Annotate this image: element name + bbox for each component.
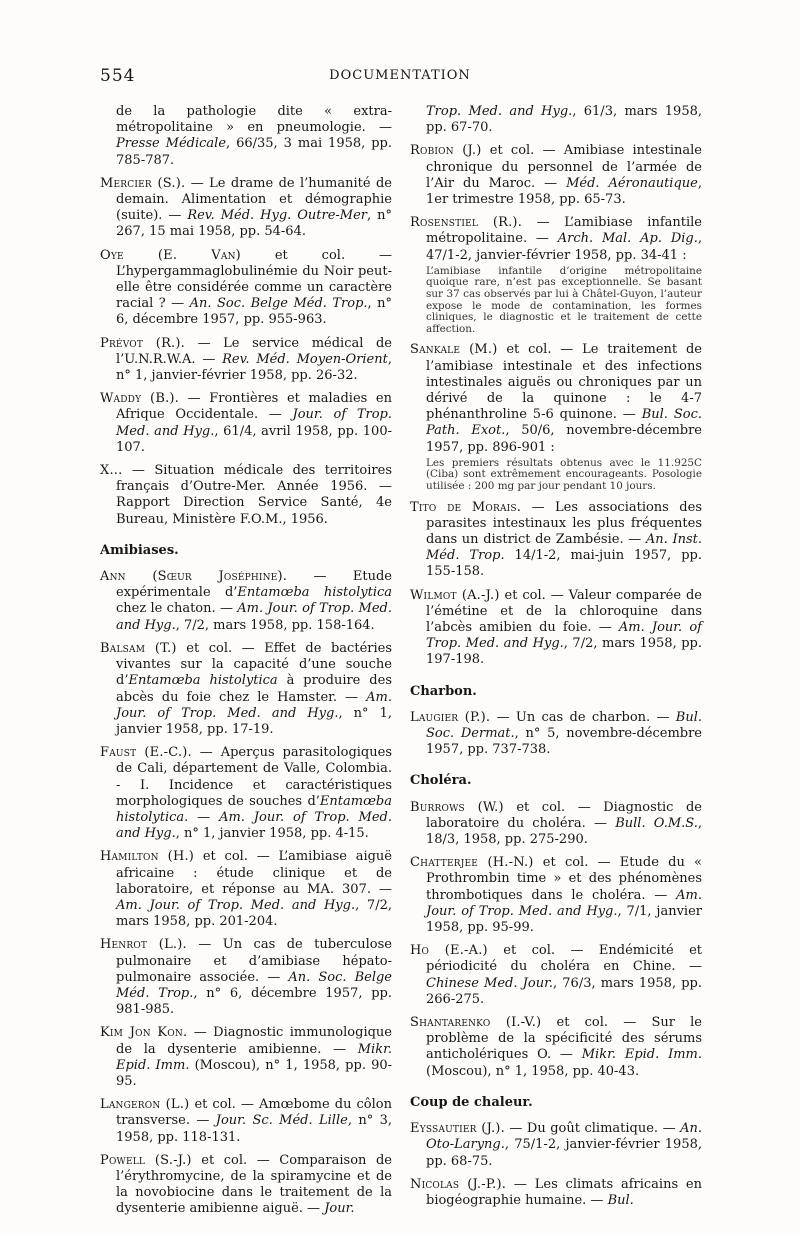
- bibliography-entry: Sankale (M.) et col. — Le traitement de l’amibiase intestinale et des infections intestinales aiguës ou chroniques par un dérivé de la quinone : le 4-7 phénanthroline 5-6 quinone. — Bul. Soc. Path. Exot., 50/6, novembre-décembre 1957, pp. 896-901 : Les premiers résultats obtenus avec le 11.925C (Ciba) sont extrêmement encourageants. Posologie utilisée : 200 mg par jour pendant 10 jours.: [410, 342, 702, 492]
- entry-author: Henrot (L.).: [100, 937, 187, 953]
- bibliography-entry: Ho (E.-A.) et col. — Endémicité et périodicité du choléra en Chine. — Chinese Med. Jour., 76/3, mars 1958, pp. 266-275.: [410, 943, 702, 1007]
- entry-author: Wilmot (A.-J.): [410, 587, 500, 603]
- bibliography-entry: Wilmot (A.-J.) et col. — Valeur comparée de l’émétine et de la chloroquine dans l’abcès amibien du foie. — Am. Jour. of Trop. Med. and Hyg., 7/2, mars 1958, pp. 197-198.: [410, 587, 703, 668]
- entry-author: Kim Jon Kon.: [100, 1025, 188, 1041]
- bibliography-entry: Tito de Morais. — Les associations des parasites intestinaux les plus fréquentes dans un district de Zambésie. — An. Inst. Méd. Trop. 14/1-2, mai-juin 1957, pp. 155-158.: [410, 499, 703, 580]
- bibliography-entry: Burrows (W.) et col. — Diagnostic de laboratoire du choléra. — Bull. O.M.S., 18/3, 1958, pp. 275-290.: [410, 799, 702, 848]
- bibliography-entry: Trop. Med. and Hyg., 61/3, mars 1958, pp. 67-70.: [426, 104, 702, 136]
- page-header: [100, 66, 700, 88]
- entry-author: X...: [100, 463, 123, 479]
- entry-author: Shantarenko (I.-V.): [410, 1015, 542, 1031]
- bibliography-entry: Rosenstiel (R.). — L’amibiase infantile métropolitaine. — Arch. Mal. Ap. Dig., 47/1-2, janvier-février 1958, pp. 34-41 : L’amibiase infantile d’origine métropolitaine quoique rare, n’est pas exceptionnelle. Se basant sur 37 cas observés par lui à Châtel-Guyon, l’auteur expose le mode de contamination, les formes cliniques, le diagnostic et le traitement de cette affection.: [410, 215, 703, 335]
- entry-author: Tito de Morais.: [410, 499, 522, 515]
- entry-author: Hamilton (H.): [100, 849, 195, 865]
- section-heading: Amibiases.: [100, 542, 179, 558]
- bibliography-entry: Balsam (T.) et col. — Effet de bactéries vivantes sur la capacité d’une souche d’Entamœba histolytica à produire des abcès du foie chez le Hamster. — Am. Jour. of Trop. Med. and Hyg., n° 1, janvier 1958, pp. 17-19.: [100, 640, 392, 737]
- entry-author: Balsam (T.): [100, 640, 177, 656]
- bibliography-entry: Langeron (L.) et col. — Amœbome du côlon transverse. — Jour. Sc. Méd. Lille, n° 3, 1958, pp. 118-131.: [100, 1097, 392, 1145]
- bibliography-entry: Ann (Sœur Joséphine). — Etude expérimentale d’Entamœba histolytica chez le chaton. — Am. Jour. of Trop. Med. and Hyg., 7/2, mars 1958, pp. 158-164.: [100, 569, 393, 633]
- page-number: 554: [100, 66, 136, 86]
- bibliography-entry: de la pathologie dite « extra-métropolitaine » en pneumologie. — Presse Médicale, 66/35, 3 mai 1958, pp. 785-787.: [116, 104, 392, 168]
- right-column: [410, 104, 702, 1216]
- entry-author: Faust (E.-C.).: [100, 745, 192, 761]
- left-column: [100, 104, 392, 1225]
- entry-author: Powell (S.-J.): [100, 1152, 192, 1168]
- bibliography-entry: Eyssautier (J.). — Du goût climatique. — An. Oto-Laryng., 75/1-2, janvier-février 1958, pp. 68-75.: [410, 1121, 702, 1169]
- bibliography-entry: Oye (E. Van) et col. — L’hypergammaglobulinémie du Noir peut-elle être considérée comme un caractère racial ? — An. Soc. Belge Méd. Trop., n° 6, décembre 1957, pp. 955-963.: [100, 247, 392, 328]
- bibliography-entry: Waddy (B.). — Frontières et maladies en Afrique Occidentale. — Jour. of Trop. Med. and Hyg., 61/4, avril 1958, pp. 100-107.: [100, 391, 392, 455]
- entry-author: Eyssautier (J.).: [410, 1121, 505, 1137]
- entry-author: Laugier (P.).: [410, 709, 491, 725]
- bibliography-entry: Hamilton (H.) et col. — L’amibiase aiguë africaine : étude clinique et de laboratoire, et réponse au MA. 307. — Am. Jour. of Trop. Med. and Hyg., 7/2, mars 1958, pp. 201-204.: [100, 849, 392, 930]
- bibliography-entry: Henrot (L.). — Un cas de tuberculose pulmonaire et d’amibiase hépato-pulmonaire associée. — An. Soc. Belge Méd. Trop., n° 6, décembre 1957, pp. 981-985.: [100, 937, 393, 1018]
- entry-abstract: L’amibiase infantile d’origine métropolitaine quoique rare, n’est pas exceptionnelle. Se basant sur 37 cas observés par lui à Châtel-Guyon, l’auteur expose le mode de contamination, les formes cliniques, le diagnostic et le traitement de cette affection.: [426, 264, 702, 335]
- entry-author: Rosenstiel (R.).: [410, 215, 523, 231]
- entry-author: Robion (J.): [410, 143, 482, 159]
- bibliography-entry: Powell (S.-J.) et col. — Comparaison de l’érythromycine, de la spiramycine et de la novobiocine dans le traitement de la dysenterie amibienne aiguë. — Jour.: [100, 1152, 392, 1217]
- bibliography-entry: Robion (J.) et col. — Amibiase intestinale chronique du personnel de l’armée de l’Air du Maroc. — Méd. Aéronautique, 1er trimestre 1958, pp. 65-73.: [410, 143, 702, 208]
- section-heading: Choléra.: [410, 773, 472, 789]
- entry-author: Ann (Sœur Joséphine).: [100, 569, 288, 585]
- entry-author: Prévot (R.).: [100, 335, 185, 351]
- bibliography-entry: Mercier (S.). — Le drame de l’humanité de demain. Alimentation et démographie (suite). — Rev. Méd. Hyg. Outre-Mer, n° 267, 15 mai 1958, pp. 54-64.: [100, 175, 392, 240]
- entry-author: Ho (E.-A.): [410, 943, 488, 959]
- entry-author: Chatterjee (H.-N.): [410, 855, 534, 871]
- section-heading: Coup de chaleur.: [410, 1094, 533, 1110]
- entry-author: Langeron (L.): [100, 1097, 190, 1113]
- entry-author: Burrows (W.): [410, 799, 504, 815]
- entry-author: Sankale (M.): [410, 342, 498, 358]
- bibliography-entry: X... — Situation médicale des territoires français d’Outre-Mer. Année 1956. — Rapport Direction Service Santé, 4e Bureau, Ministère F.O.M., 1956.: [100, 463, 392, 527]
- bibliography-entry: Nicolas (J.-P.). — Les climats africains en biogéographie humaine. — Bul.: [410, 1176, 702, 1208]
- bibliography-entry: Chatterjee (H.-N.) et col. — Etude du « Prothrombin time » et des phénomènes thrombotiques dans le choléra. — Am. Jour. of Trop. Med. and Hyg., 7/1, janvier 1958, pp. 95-99.: [410, 855, 702, 936]
- entry-author: Waddy (B.).: [100, 391, 180, 407]
- section-heading: Charbon.: [410, 683, 477, 699]
- entry-author: Oye (E. Van): [100, 247, 241, 263]
- bibliography-entry: Shantarenko (I.-V.) et col. — Sur le problème de la spécificité des sérums anticholériques O. — Mikr. Epid. Imm. (Moscou), n° 1, 1958, pp. 40-43.: [410, 1015, 702, 1079]
- entry-author: Mercier (S.).: [100, 175, 186, 191]
- entry-author: Nicolas (J.-P.).: [410, 1176, 507, 1192]
- bibliography-entry: Faust (E.-C.). — Aperçus parasitologiques de Cali, département de Valle, Colombia. - I. Incidence et caractéristiques morphologiques de souches d’Entamœba histolytica. — Am. Jour. of Trop. Med. and Hyg., n° 1, janvier 1958, pp. 4-15.: [100, 745, 392, 842]
- bibliography-entry: Prévot (R.). — Le service médical de l’U.N.R.W.A. — Rev. Méd. Moyen-Orient, n° 1, janvier-février 1958, pp. 26-32.: [100, 335, 392, 384]
- bibliography-entry: Kim Jon Kon. — Diagnostic immunologique de la dysenterie amibienne. — Mikr. Epid. Imm. (Moscou), n° 1, 1958, pp. 90-95.: [100, 1025, 393, 1089]
- running-title: DOCUMENTATION: [329, 68, 471, 83]
- entry-abstract: Les premiers résultats obtenus avec le 11.925C (Ciba) sont extrêmement encourageants. Posologie utilisée : 200 mg par jour pendant 10 jours.: [426, 456, 702, 492]
- bibliography-entry: Laugier (P.). — Un cas de charbon. — Bul. Soc. Dermat., n° 5, novembre-décembre 1957, pp. 737-738.: [410, 709, 702, 758]
